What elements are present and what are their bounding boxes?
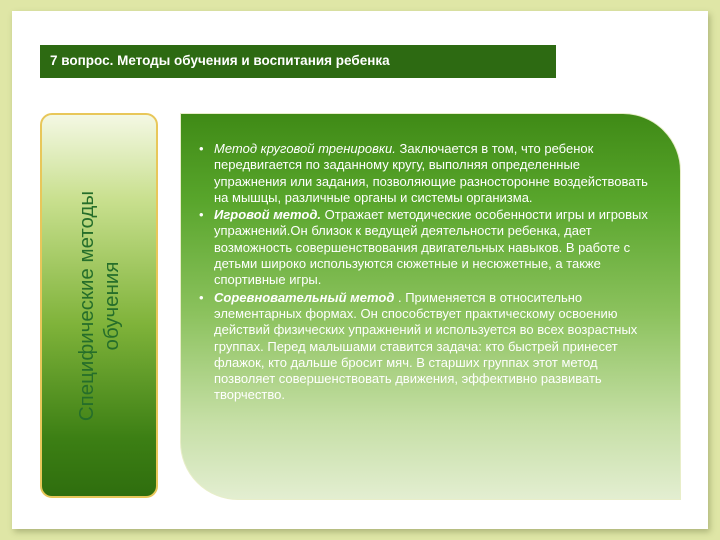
bullet: • (199, 207, 204, 223)
content-panel (180, 113, 681, 500)
method-term: Метод круговой тренировки. (214, 141, 396, 156)
list-item (197, 207, 652, 288)
method-term: Игровой метод. (214, 207, 322, 223)
method-term: Соревновательный метод (214, 289, 395, 305)
list-item (197, 290, 652, 404)
slide-title: 7 вопрос. Методы обучения и воспитания ребенка (40, 45, 556, 78)
method-description: . Применяется в относительно элементарных формах. Он способствует практическому освоению действий физических упражнений и используется во всех возрастных группах. Перед малышами ставится задача: кто быстрей принесет флажок, кто дальше бросит мяч. В старших группах этот метод позволяет совершенствовать движения, эффективно развивать творчество. (214, 289, 638, 403)
method-description: Отражает методические особенности игры и игровых упражнений.Он близок к ведущей деятельности ребенка, дает возможность совершенствования двигательных навыков. В работе с детьми широко используются сюжетные и несюжетные, а также спортивные игры. (214, 207, 648, 288)
bullet: • (199, 289, 204, 305)
side-panel (40, 113, 158, 498)
side-label (74, 121, 124, 491)
list-item (197, 141, 652, 206)
bullet: • (199, 141, 204, 156)
side-label-line: обучения (100, 261, 123, 350)
methods-list (197, 141, 652, 404)
side-label-line: Специфические методы (75, 190, 98, 421)
method-description: Заключается в том, что ребенок передвигается по заданному кругу, выполняя определенные упражнения или задания, позволяющие разносторонне воздействовать на мышцы, различные органы и системы организма. (214, 141, 648, 205)
